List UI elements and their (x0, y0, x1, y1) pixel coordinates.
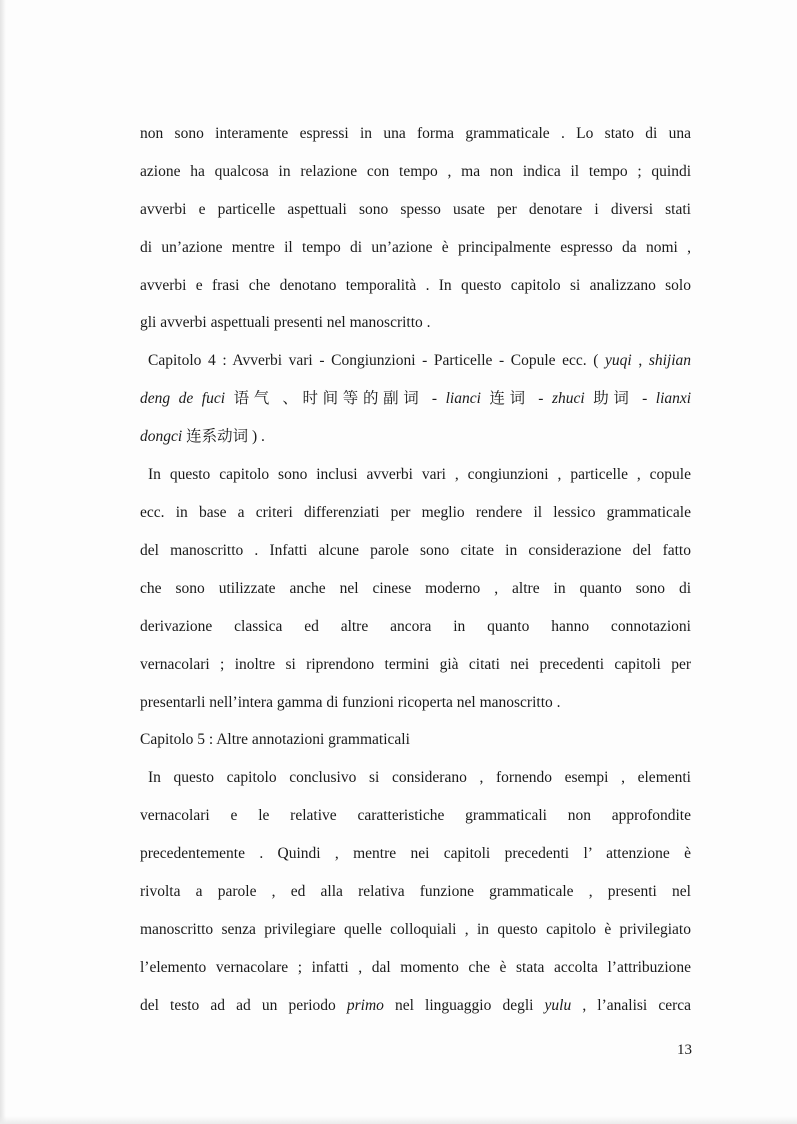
text-line-last (140, 996, 691, 1016)
term-lianxi: lianxi (655, 390, 692, 407)
dash: - (642, 390, 648, 407)
text-segment: del testo ad ad un periodo (140, 997, 336, 1014)
text-line: presentarli nell’intera gamma di funzioni ricoperta nel manoscritto . (140, 694, 561, 711)
chapter-4-heading-line-1 (148, 351, 691, 371)
term-yulu: yulu (544, 997, 572, 1014)
hanzi-lianci: 连词 (489, 390, 530, 407)
text-line: che sono utilizzate anche nel cinese moderno , altre in quanto sono di (140, 580, 691, 597)
scan-bottom-shadow (0, 1116, 797, 1124)
chapter-4-title: Capitolo 4 : Avverbi vari - Congiunzioni - Particelle - Copule ecc. ( (148, 352, 599, 369)
text-line: vernacolari ; inoltre si riprendono termini già citati nei precedenti capitoli per (140, 656, 691, 673)
separator: , (638, 352, 643, 369)
dash: - (431, 390, 438, 407)
term-zhuci: zhuci (552, 390, 585, 407)
scan-edge-shadow (0, 0, 6, 1124)
chapter-4-heading-line-2 (140, 389, 691, 409)
text-line: avverbi e frasi che denotano temporalità . In questo capitolo si analizzano solo (140, 277, 691, 294)
text-line: precedentemente . Quindi , mentre nei capitoli precedenti l’ attenzione è (140, 845, 691, 862)
hanzi-zhuci: 助词 (593, 390, 634, 407)
text-segment: , l’analisi cerca (582, 997, 691, 1014)
hanzi-fuci: 语气 、时间等的副词 (233, 390, 424, 407)
chapter-5-heading: Capitolo 5 : Altre annotazioni grammaticali (140, 731, 410, 748)
term-primo: primo (346, 997, 384, 1014)
text-line: avverbi e particelle aspettuali sono spesso usate per denotare i diversi stati (140, 201, 691, 218)
text-line: del manoscritto . Infatti alcune parole sono citate in considerazione del fatto (140, 542, 691, 559)
term-yuqi: yuqi (605, 352, 632, 369)
text-line: rivolta a parole , ed alla relativa funzione grammaticale , presenti nel (140, 883, 691, 900)
term-lianci: lianci (445, 390, 481, 407)
text-line: ecc. in base a criteri differenziati per meglio rendere il lessico grammaticale (140, 504, 691, 521)
text-line: non sono interamente espressi in una forma grammaticale . Lo stato di una (140, 125, 691, 142)
closing-paren: ) . (251, 428, 265, 445)
text-line: azione ha qualcosa in relazione con tempo , ma non indica il tempo ; quindi (140, 163, 691, 180)
chapter-4-heading-line-3 (140, 427, 691, 447)
text-line: vernacolari e le relative caratteristiche grammaticali non approfondite (140, 807, 691, 824)
text-line: In questo capitolo conclusivo si considerano , fornendo esempi , elementi (148, 769, 691, 786)
term-dongci: dongci (140, 428, 183, 445)
page-number: 13 (677, 1042, 692, 1058)
text-segment: nel linguaggio degli (395, 997, 534, 1014)
text-line: gli avverbi aspettuali presenti nel manoscritto . (140, 314, 431, 331)
dash: - (538, 390, 544, 407)
text-line: di un’azione mentre il tempo di un’azione è principalmente espresso da nomi , (140, 239, 691, 256)
text-line: In questo capitolo sono inclusi avverbi vari , congiunzioni , particelle , copule (148, 466, 691, 483)
text-line: l’elemento vernacolare ; infatti , dal momento che è stata accolta l’attribuzione (140, 959, 691, 976)
text-line: derivazione classica ed altre ancora in quanto hanno connotazioni (140, 618, 691, 635)
term-deng-de-fuci: deng de fuci (140, 390, 226, 407)
term-shijian: shijian (648, 352, 692, 369)
hanzi-lianxi-dongci: 连系动词 (186, 428, 249, 445)
text-line: manoscritto senza privilegiare quelle colloquiali , in questo capitolo è privilegiato (140, 921, 691, 938)
